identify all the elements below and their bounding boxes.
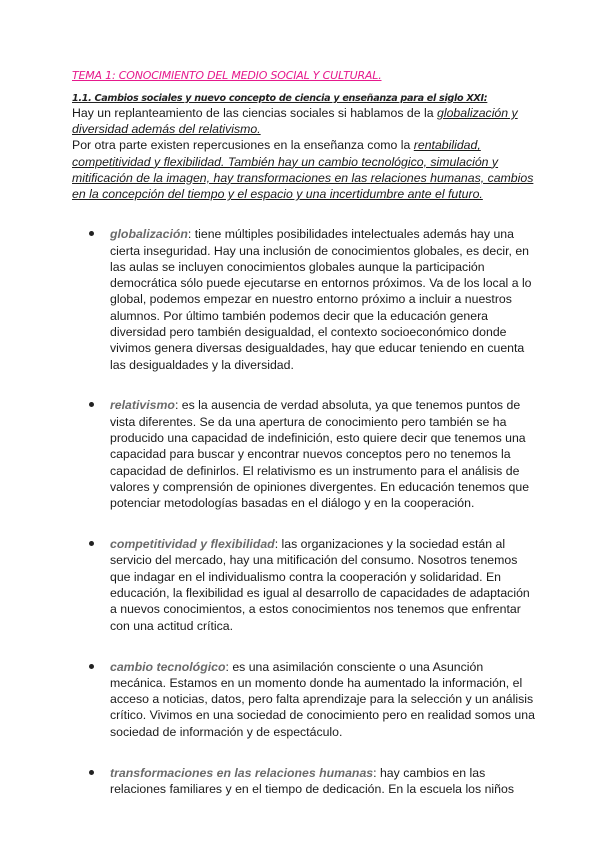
- section-subtitle-text: 1.1. Cambios sociales y nuevo concepto de ciencia y enseñanza para el siglo XXI:: [72, 93, 488, 104]
- intro-p1-text: Hay un replanteamiento de las ciencias sociales si hablamos de la: [72, 106, 438, 120]
- section-subtitle: [72, 92, 528, 105]
- intro-p1-highlight-1: globalización y: [437, 106, 518, 120]
- list-item-line: acceso a noticias, datos, pero falta aprendizaje para la selección y un análisis: [110, 692, 534, 707]
- bullet-icon: [89, 664, 94, 669]
- intro-paragraph-2: [72, 137, 534, 202]
- list-item-term: relativismo: [110, 398, 175, 413]
- list-item-term: transformaciones en las relaciones humanas: [110, 765, 374, 780]
- bullet-list: [72, 226, 535, 797]
- intro-p2-highlight-1: rentabilidad,: [413, 138, 481, 153]
- list-item-line: cierta inseguridad. Hay una inclusión de conocimientos globales, es decir, en: [110, 243, 530, 258]
- page-title: [72, 69, 528, 83]
- list-item-text: : las organizaciones y la sociedad están al: [274, 537, 506, 552]
- list-item-line: [110, 765, 528, 781]
- list-item-cambio-tecnologico: [72, 659, 535, 740]
- list-item-relativismo: [72, 397, 528, 511]
- list-item-line: potenciar metodologías basadas en el diálogo y en la cooperación.: [110, 496, 475, 511]
- list-item-line: diversidad pero también desigualdad, el contexto socioeconómico donde: [110, 325, 507, 339]
- list-item-line: capacidad de definirlos. El relativismo es un instrumento para el análisis de: [110, 463, 520, 478]
- page-title-text: TEMA 1: CONOCIMIENTO DEL MEDIO SOCIAL Y CULTURAL.: [72, 69, 382, 82]
- list-item-line: mecánica. Estamos en un momento donde ha aumentado la información, el: [110, 675, 523, 690]
- list-item-globalizacion: [72, 226, 532, 373]
- bullet-icon: [89, 770, 94, 775]
- list-item-text: : hay cambios en las: [373, 765, 486, 780]
- list-item-line: alumnos. Por último también podemos decir que la educación genera: [110, 308, 489, 323]
- intro-paragraph-1: [72, 105, 528, 137]
- list-item-text: : es la ausencia de verdad absoluta, ya que tenemos puntos de: [174, 398, 521, 413]
- bullet-icon: [89, 541, 94, 546]
- list-item-line: valores y comprensión de opiniones divergentes. En educación tenemos que: [110, 479, 530, 494]
- list-item-line: global, podemos empezar en nuestro entorno próximo a incluir a nuestros: [110, 292, 512, 307]
- list-item-line: [110, 659, 528, 675]
- bullet-icon: [89, 402, 94, 407]
- list-item-line: capacidad para buscar y encontrar nuevos conceptos pero no tenemos la: [110, 447, 511, 462]
- intro-p2-highlight-3: mitificación de la imagen, hay transformaciones en las relaciones humanas, cambios: [72, 170, 534, 185]
- list-item-term: cambio tecnológico: [110, 659, 226, 674]
- list-item-competitividad: [72, 536, 528, 634]
- list-item-term: competitividad y flexibilidad: [110, 537, 275, 552]
- list-item-line: educación, la flexibilidad es igual al desarrollo de capacidades de adaptación: [110, 586, 530, 601]
- list-item-transformaciones: [72, 765, 528, 798]
- intro-p1-highlight-2: diversidad además del relativismo.: [72, 122, 261, 137]
- list-item-line: vivimos genera diversas desigualdades, hay que educar teniendo en cuenta: [110, 341, 525, 356]
- list-item-line: [110, 397, 528, 413]
- list-item-line: las desigualdades y la diversidad.: [110, 357, 294, 372]
- list-item-line: a nuevos conocimientos, a estos conocimientos nos tenemos que enfrentar: [110, 602, 521, 617]
- list-item-line: [110, 536, 528, 552]
- list-item-line: producido una capacidad de indefinición, esto quiere decir que tenemos una: [110, 431, 526, 446]
- list-item-line: que indagar en el individualismo contra la cooperación y solidaridad. En: [110, 569, 502, 584]
- list-item-line: las aulas se incluyen conocimientos globales aunque la participación: [110, 259, 485, 274]
- list-item-line: [110, 226, 528, 242]
- intro-p2-text: Por otra parte existen repercusiones en la enseñanza como la: [72, 138, 414, 153]
- list-item-text: : es una asimilación consciente o una Asunción: [225, 659, 484, 674]
- list-item-term: globalización: [110, 227, 188, 242]
- list-item-line: relaciones familiares y en el tiempo de dedicación. En la escuela los niños: [110, 781, 514, 796]
- bullet-icon: [89, 231, 94, 236]
- list-item-line: sociedad de información y de espectáculo.: [110, 724, 343, 739]
- list-item-line: con una actitud crítica.: [110, 618, 234, 633]
- list-item-line: servicio del mercado, hay una mitificación del consumo. Nosotros tenemos: [110, 553, 518, 568]
- list-item-line: democrática sólo puede ejecutarse en entornos próximos. Va de los local a lo: [110, 276, 532, 291]
- list-item-text: : tiene múltiples posibilidades intelectuales además hay una: [187, 227, 514, 242]
- intro-p2-highlight-4: en la concepción del tiempo y el espacio y una incertidumbre ante el futuro.: [72, 187, 483, 202]
- intro-p2-highlight-2: competitividad y flexibilidad. También hay un cambio tecnológico, simulación y: [72, 154, 499, 169]
- list-item-line: vista diferentes. Se da una apertura de conocimiento pero también se ha: [110, 414, 507, 429]
- list-item-line: crítico. Vivimos en una sociedad de conocimiento pero en realidad somos una: [110, 708, 535, 723]
